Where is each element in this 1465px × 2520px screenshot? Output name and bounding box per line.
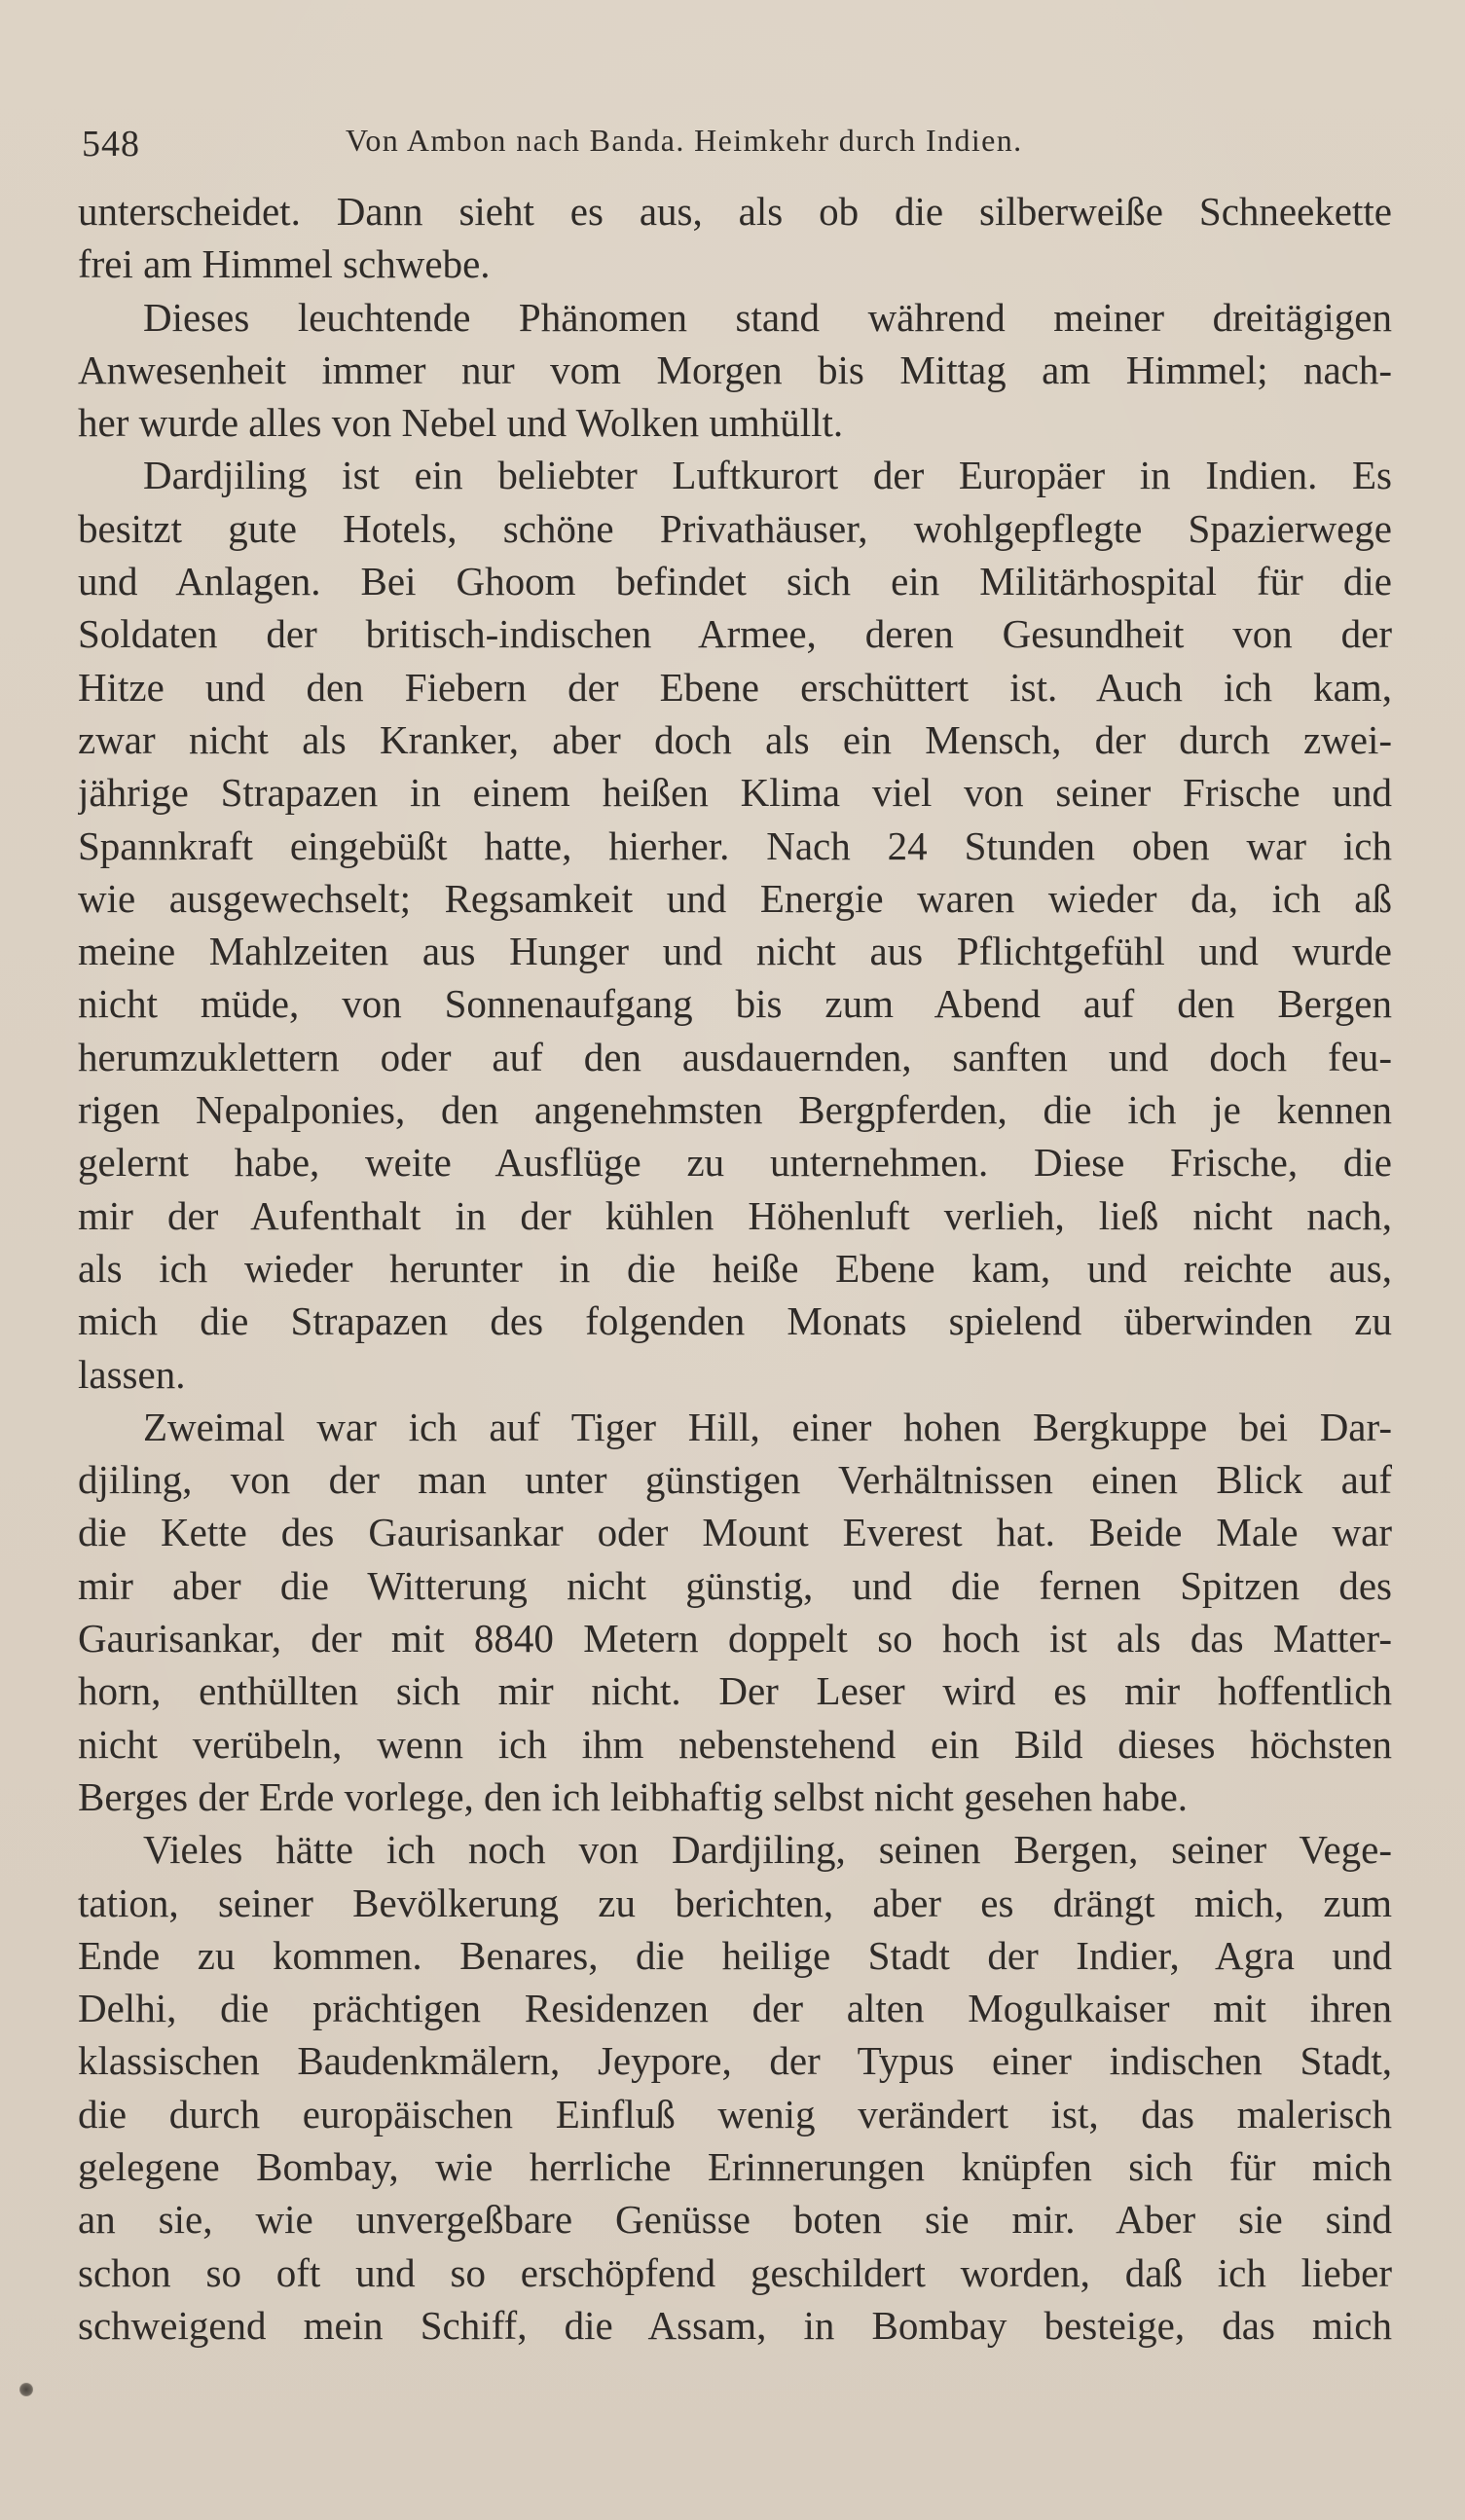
- text-line: an sie, wie unvergeßbare Genüsse boten sie mir. Aber sie sind: [78, 2197, 1392, 2243]
- text-line: die durch europäischen Einfluß wenig verändert ist, das malerisch: [78, 2091, 1392, 2137]
- text-line: Ende zu kommen. Benares, die heilige Stadt der Indier, Agra und: [78, 1932, 1392, 1978]
- text-line: besitzt gute Hotels, schöne Privathäuser, wohlgepflegte Spazierwege: [78, 505, 1392, 551]
- text-line: nicht müde, von Sonnenaufgang bis zum Abend auf den Bergen: [78, 981, 1392, 1027]
- text-line: und Anlagen. Bei Ghoom befindet sich ein Militärhospital für die: [78, 559, 1392, 604]
- text-line: schweigend mein Schiff, die Assam, in Bombay besteige, das mich: [78, 2302, 1392, 2348]
- text-line: unterscheidet. Dann sieht es aus, als ob die silberweiße Schneekette: [78, 189, 1392, 234]
- text-line: jährige Strapazen in einem heißen Klima viel von seiner Frische und: [78, 770, 1392, 816]
- text-line: mich die Strapazen des folgenden Monats spielend überwinden zu: [78, 1298, 1392, 1344]
- text-line: Vieles hätte ich noch von Dardjiling, seinen Bergen, seiner Vege-: [143, 1827, 1392, 1873]
- text-line: lassen.: [78, 1351, 186, 1397]
- text-line: Zweimal war ich auf Tiger Hill, einer hohen Bergkuppe bei Dar-: [143, 1404, 1392, 1449]
- text-line: Soldaten der britisch-indischen Armee, deren Gesundheit von der: [78, 611, 1392, 657]
- text-line: Anwesenheit immer nur vom Morgen bis Mittag am Himmel; nach-: [78, 347, 1392, 392]
- body-text: [78, 185, 1392, 2352]
- running-title: Von Ambon nach Banda. Heimkehr durch Indien.: [346, 123, 1023, 158]
- text-line: djiling, von der man unter günstigen Verhältnissen einen Blick auf: [78, 1457, 1392, 1503]
- text-line: Gaurisankar, der mit 8840 Metern doppelt so hoch ist als das Matter-: [78, 1616, 1392, 1662]
- text-line: herumzuklettern oder auf den ausdauernden, sanften und doch feu-: [78, 1034, 1392, 1079]
- text-line: Dieses leuchtende Phänomen stand während meiner dreitägigen: [143, 294, 1392, 340]
- text-line: Hitze und den Fiebern der Ebene erschüttert ist. Auch ich kam,: [78, 664, 1392, 710]
- page-number: 548: [82, 124, 140, 164]
- text-line: her wurde alles von Nebel und Wolken umhüllt.: [78, 400, 844, 446]
- text-line: gelernt habe, weite Ausflüge zu unternehmen. Diese Frische, die: [78, 1140, 1392, 1186]
- text-line: nicht verübeln, wenn ich ihm nebenstehend ein Bild dieses höchsten: [78, 1721, 1392, 1767]
- text-line: Berges der Erde vorlege, den ich leibhaftig selbst nicht gesehen habe.: [78, 1773, 1189, 1819]
- paper-speck: [19, 2383, 33, 2396]
- page-header: [78, 115, 1392, 164]
- text-line: die Kette des Gaurisankar oder Mount Everest hat. Beide Male war: [78, 1510, 1392, 1555]
- text-line: meine Mahlzeiten aus Hunger und nicht aus Pflichtgefühl und wurde: [78, 929, 1392, 974]
- text-line: rigen Nepalponies, den angenehmsten Bergpferden, die ich je kennen: [78, 1087, 1392, 1133]
- text-line: Spannkraft eingebüßt hatte, hierher. Nach 24 Stunden oben war ich: [78, 822, 1392, 868]
- text-line: Dardjiling ist ein beliebter Luftkurort der Europäer in Indien. Es: [143, 453, 1392, 498]
- text-line: horn, enthüllten sich mir nicht. Der Leser wird es mir hoffentlich: [78, 1668, 1392, 1714]
- text-line: tation, seiner Bevölkerung zu berichten, aber es drängt mich, zum: [78, 1880, 1392, 1925]
- text-line: wie ausgewechselt; Regsamkeit und Energie waren wieder da, ich aß: [78, 875, 1392, 921]
- text-line: als ich wieder herunter in die heiße Ebene kam, und reichte aus,: [78, 1245, 1392, 1291]
- text-line: klassischen Baudenkmälern, Jeypore, der Typus einer indischen Stadt,: [78, 2038, 1392, 2084]
- text-line: gelegene Bombay, wie herrliche Erinnerungen knüpfen sich für mich: [78, 2143, 1392, 2189]
- text-line: zwar nicht als Kranker, aber doch als ein Mensch, der durch zwei-: [78, 716, 1392, 762]
- text-line: mir aber die Witterung nicht günstig, und die fernen Spitzen des: [78, 1562, 1392, 1608]
- text-line: Delhi, die prächtigen Residenzen der alten Mogulkaiser mit ihren: [78, 1986, 1392, 2031]
- text-line: mir der Aufenthalt in der kühlen Höhenluft verlieh, ließ nicht nach,: [78, 1192, 1392, 1238]
- text-line: schon so oft und so erschöpfend geschildert worden, daß ich lieber: [78, 2249, 1392, 2295]
- text-line: frei am Himmel schwebe.: [78, 241, 491, 287]
